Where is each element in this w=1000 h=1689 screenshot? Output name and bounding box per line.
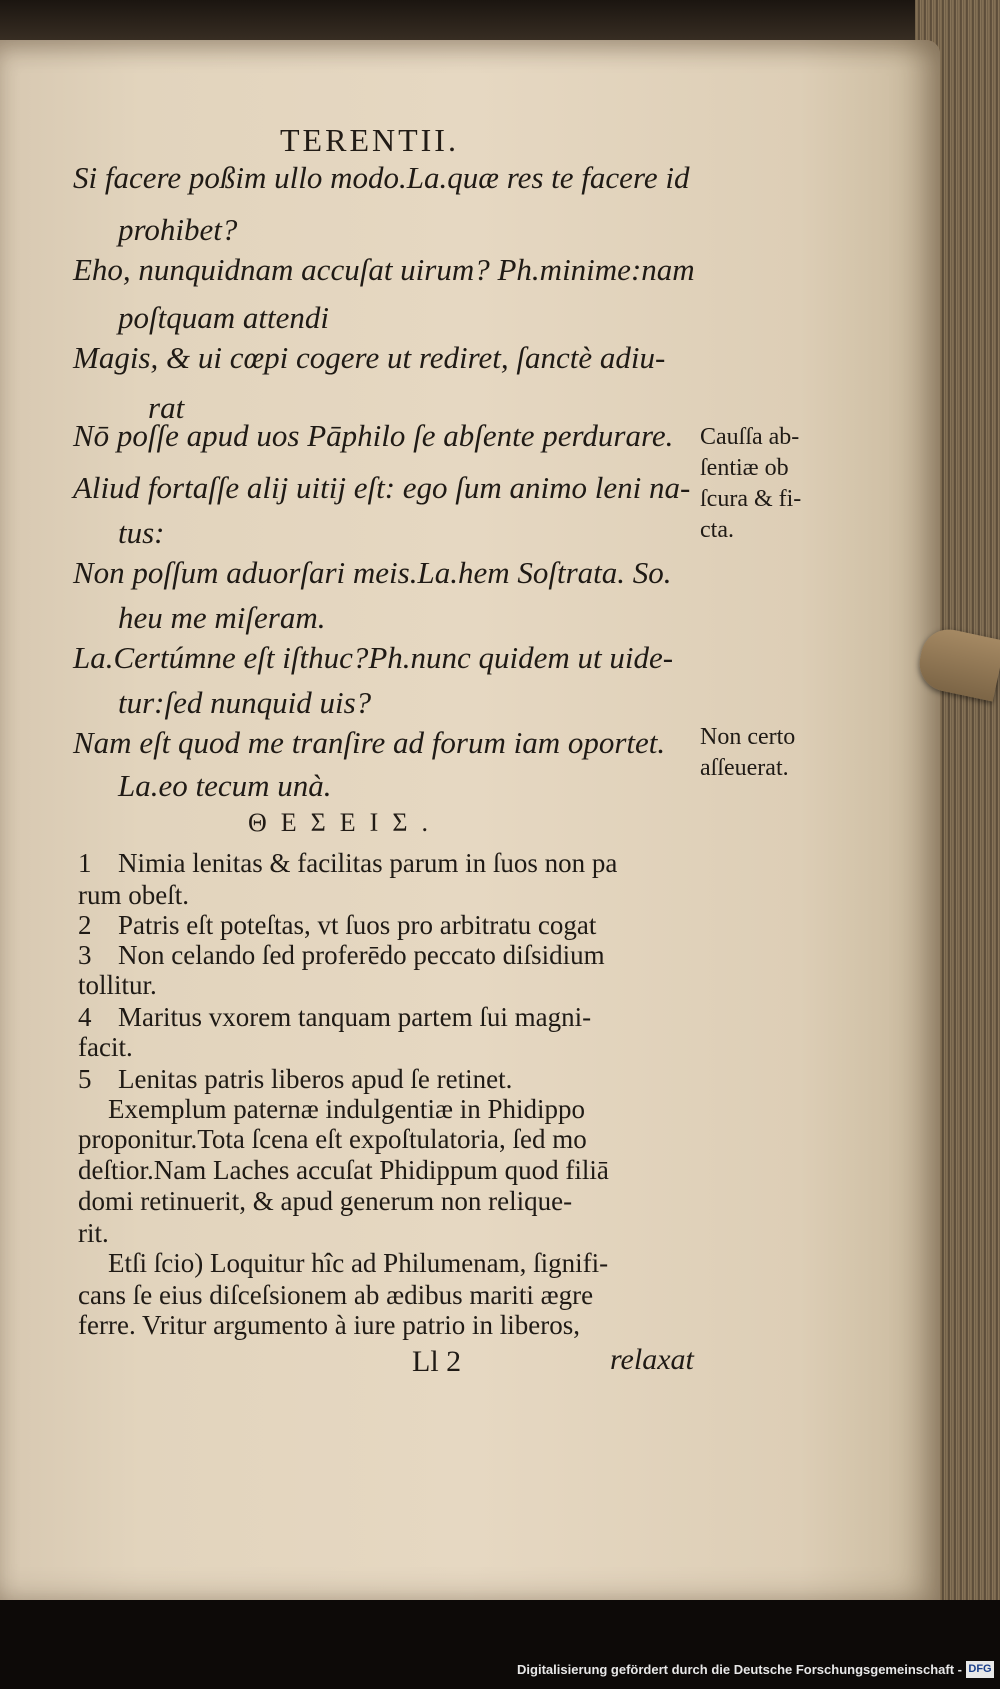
verse-line: rat <box>148 390 185 425</box>
thesis-continuation: facit. <box>78 1032 133 1062</box>
verse-line: Aliud fortaſſe alij uitij eſt: ego ſum animo leni na- <box>73 470 691 505</box>
verse-line: Si facere poßim ullo modo.La.quæ res te facere id <box>73 160 690 195</box>
margin-note-line: ſentiæ ob <box>700 455 789 481</box>
footer-credit: Digitalisierung gefördert durch die Deutsche Forschungsgemeinschaft - <box>517 1662 962 1677</box>
commentary-line: deſtior.Nam Laches accuſat Phidippum quod filiā <box>78 1155 609 1185</box>
commentary-line: Etſi ſcio) Loquitur hîc ad Philumenam, ſignifi- <box>108 1248 609 1278</box>
verse-line: Nō poſſe apud uos Pāphilo ſe abſente perdurare. <box>73 418 674 453</box>
thesis-text: Patris eſt poteſtas, vt ſuos pro arbitratu cogat <box>118 910 597 940</box>
verse-line: tus: <box>118 515 165 550</box>
catchword: relaxat <box>610 1343 694 1376</box>
verse-line: Non poſſum aduorſari meis.La.hem Soſtrata. So. <box>73 555 672 590</box>
margin-note <box>700 422 801 546</box>
thesis-text: Lenitas patris liberos apud ſe retinet. <box>118 1064 513 1094</box>
thesis-continuation: tollitur. <box>78 970 157 1000</box>
verse-line: Nam eſt quod me tranſire ad forum iam oportet. <box>73 725 666 760</box>
thesis-number: 3 <box>78 940 92 970</box>
commentary-line: domi retinuerit, & apud generum non relique- <box>78 1186 573 1216</box>
commentary-line: proponitur.Tota ſcena eſt expoſtulatoria, ſed mo <box>78 1124 587 1154</box>
thesis-number: 1 <box>78 848 92 878</box>
thesis-item <box>78 1002 591 1033</box>
thesis-item <box>78 848 617 879</box>
verse-line: La.Certúmne eſt iſthuc?Ph.nunc quidem ut uide- <box>73 640 674 675</box>
commentary-line: ferre. Vritur argumento à iure patrio in liberos, <box>78 1310 580 1340</box>
thesis-item <box>78 910 596 941</box>
thesis-number: 5 <box>78 1064 92 1094</box>
verse-line: poſtquam attendi <box>118 300 329 335</box>
running-header: TERENTII. <box>280 122 459 158</box>
thesis-number: 4 <box>78 1002 92 1032</box>
thesis-number: 2 <box>78 910 92 940</box>
margin-note-line: cta. <box>700 517 734 543</box>
dfg-logo: DFG <box>966 1661 994 1678</box>
margin-note-line: ſcura & fi- <box>700 486 802 512</box>
footer-bar <box>0 1658 1000 1689</box>
margin-note-line: Non certo <box>700 724 796 750</box>
commentary-line: Exemplum paternæ indulgentiæ in Phidippo <box>108 1094 585 1124</box>
thesis-text: Nimia lenitas & facilitas parum in ſuos non pa <box>118 848 618 878</box>
verse-line: heu me miſeram. <box>118 600 326 635</box>
commentary-line: rit. <box>78 1218 109 1248</box>
thesis-text: Non celando ſed proferēdo peccato diſsidium <box>118 940 605 970</box>
verse-line: tur:ſed nunquid uis? <box>118 685 372 720</box>
thesis-item <box>78 1064 512 1095</box>
thesis-continuation: rum obeſt. <box>78 880 189 910</box>
verse-line: Magis, & ui cœpi cogere ut rediret, ſanctè adiu- <box>73 340 666 375</box>
commentary-line: cans ſe eius diſceſsionem ab ædibus mariti ægre <box>78 1280 594 1310</box>
theses-heading: ΘΕΣΕΙΣ. <box>248 808 442 837</box>
signature-mark: Ll 2 <box>412 1345 462 1378</box>
thesis-text: Maritus vxorem tanquam partem ſui magni- <box>118 1002 592 1032</box>
verse-line: Eho, nunquidnam accuſat uirum? Ph.minime:nam <box>73 252 695 287</box>
verse-line: prohibet? <box>118 212 238 247</box>
margin-note-line: aſſeuerat. <box>700 755 789 781</box>
margin-note <box>700 722 795 784</box>
margin-note-line: Cauſſa ab- <box>700 424 800 450</box>
verse-line: La.eo tecum unà. <box>118 768 332 803</box>
thesis-item <box>78 940 605 971</box>
